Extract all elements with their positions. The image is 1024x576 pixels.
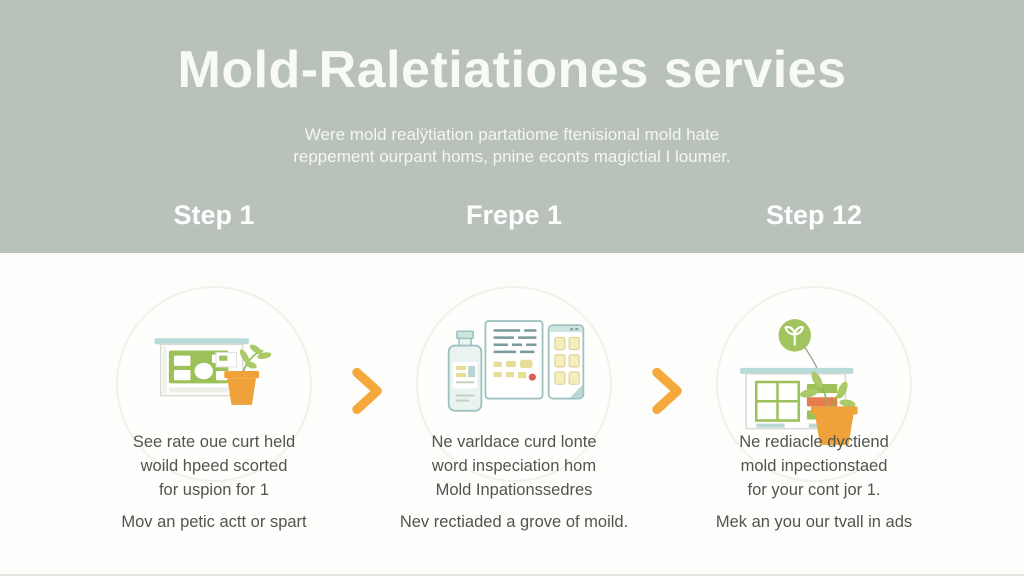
description-line: word inspeciation hom	[431, 457, 597, 475]
step-column-1	[64, 253, 364, 574]
subtitle	[0, 124, 1024, 168]
subtitle-line-2: reppement ourpant homs, pnine econts magictial I loumer.	[293, 147, 731, 166]
step-description-2	[389, 430, 639, 534]
chevron-right-icon	[349, 367, 387, 415]
steps-content	[0, 253, 1024, 574]
description-line: Ne varldace curd lonte	[431, 433, 597, 451]
page-title: Mold-Raletiationes servies	[177, 41, 847, 99]
steps-row	[0, 200, 1024, 231]
description-footer: Mov an petic actt or spart	[121, 513, 307, 531]
description-line: mold inpectionstaed	[740, 457, 888, 475]
description-line: Mold Inpationssedres	[435, 481, 593, 499]
description-footer: Nev rectiaded a grove of moild.	[399, 513, 629, 531]
step-column-3	[664, 253, 964, 574]
step-label-1: Step 1	[173, 200, 255, 230]
step-label-2: Frepe 1	[465, 200, 563, 230]
step-description-3	[689, 430, 939, 534]
step-label-3: Step 12	[765, 200, 863, 230]
description-line: See rate oue curt held	[132, 433, 296, 451]
description-line: Ne rediacle dyctiend	[739, 433, 889, 451]
description-line: for your cont jor 1.	[747, 481, 881, 499]
chevron-right-icon	[649, 367, 687, 415]
subtitle-line-1: Were mold realÿtiation partatiome ftenisional mold hate	[304, 125, 720, 144]
step-column-2	[364, 253, 664, 574]
step-description-1	[89, 430, 339, 534]
description-footer: Mek an you our tvall in ads	[715, 513, 913, 531]
board-plant-sprout-badge-icon	[738, 315, 890, 447]
whiteboard-plant-icon	[152, 330, 276, 410]
bottle-document-phone-icon	[442, 319, 586, 421]
description-line: for uspion for 1	[158, 481, 270, 499]
header-banner	[0, 0, 1024, 253]
description-line: woild hpeed scorted	[140, 457, 288, 475]
